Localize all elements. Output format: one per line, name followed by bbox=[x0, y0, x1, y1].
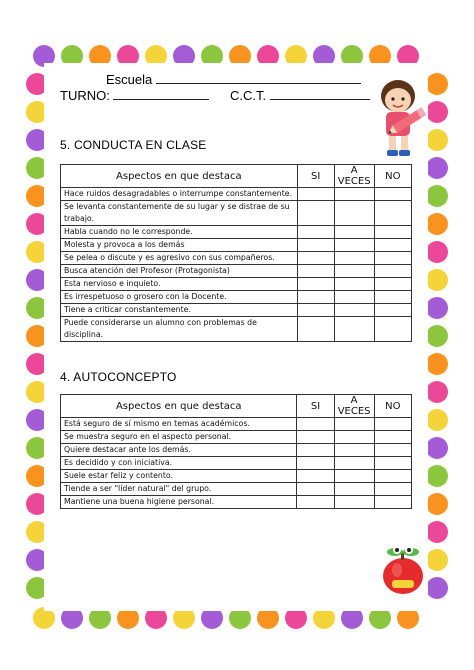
answer-cell-a-veces[interactable] bbox=[334, 444, 374, 457]
aspect-text: Se levanta constantemente de su lugar y se distrae de su trabajo. bbox=[61, 201, 298, 226]
border-dot bbox=[426, 521, 448, 543]
escuela-label: Escuela bbox=[106, 72, 153, 87]
turno-label: TURNO: bbox=[60, 88, 110, 103]
answer-cell-no[interactable] bbox=[374, 252, 411, 265]
table-row bbox=[61, 418, 412, 431]
turno-blank-line[interactable] bbox=[113, 89, 209, 100]
answer-cell-no[interactable] bbox=[374, 226, 411, 239]
aspect-text: Molesta y provoca a los demás bbox=[61, 239, 298, 252]
border-dot bbox=[426, 241, 448, 263]
section-conducta-title: 5. CONDUCTA EN CLASE bbox=[60, 138, 207, 152]
border-dot bbox=[426, 325, 448, 347]
answer-cell-no[interactable] bbox=[374, 188, 411, 201]
answer-cell-si[interactable] bbox=[297, 444, 334, 457]
border-dot bbox=[426, 213, 448, 235]
border-dot bbox=[426, 549, 448, 571]
answer-cell-si[interactable] bbox=[297, 418, 334, 431]
aspect-text: Tiende a ser "líder natural" del grupo. bbox=[61, 483, 297, 496]
table-row bbox=[61, 496, 412, 509]
answer-cell-no[interactable] bbox=[374, 483, 411, 496]
answer-cell-si[interactable] bbox=[297, 188, 334, 201]
cct-field bbox=[230, 88, 370, 103]
cct-label: C.C.T. bbox=[230, 88, 267, 103]
aspect-text: Se pelea o discute y es agresivo con sus compañeros. bbox=[61, 252, 298, 265]
answer-cell-a-veces[interactable] bbox=[334, 431, 374, 444]
border-dot bbox=[426, 353, 448, 375]
aspect-text: Mantiene una buena higiene personal. bbox=[61, 496, 297, 509]
answer-cell-a-veces[interactable] bbox=[334, 201, 374, 226]
answer-cell-no[interactable] bbox=[374, 431, 411, 444]
column-header-a-veces: A VECES bbox=[334, 165, 374, 188]
answer-cell-a-veces[interactable] bbox=[334, 265, 374, 278]
answer-cell-no[interactable] bbox=[374, 457, 411, 470]
answer-cell-a-veces[interactable] bbox=[334, 291, 374, 304]
aspect-text: Suele estar feliz y contento. bbox=[61, 470, 297, 483]
aspect-text: Busca atención del Profesor (Protagonista) bbox=[61, 265, 298, 278]
border-dot bbox=[426, 297, 448, 319]
conducta-table bbox=[60, 164, 412, 342]
aspect-text: Está seguro de sí mismo en temas académicos. bbox=[61, 418, 297, 431]
answer-cell-si[interactable] bbox=[297, 496, 334, 509]
answer-cell-a-veces[interactable] bbox=[334, 496, 374, 509]
aspect-text: Se muestra seguro en el aspecto personal. bbox=[61, 431, 297, 444]
answer-cell-si[interactable] bbox=[297, 278, 334, 291]
answer-cell-si[interactable] bbox=[297, 239, 334, 252]
border-dot bbox=[426, 409, 448, 431]
column-header-a-veces: A VECES bbox=[334, 395, 374, 418]
answer-cell-si[interactable] bbox=[297, 291, 334, 304]
answer-cell-si[interactable] bbox=[297, 431, 334, 444]
answer-cell-no[interactable] bbox=[374, 265, 411, 278]
escuela-field bbox=[106, 72, 361, 87]
section-autoconcepto-title: 4. AUTOCONCEPTO bbox=[60, 370, 177, 384]
aspect-text: Es irrespetuoso o grosero con la Docente. bbox=[61, 291, 298, 304]
answer-cell-a-veces[interactable] bbox=[334, 483, 374, 496]
border-dot bbox=[426, 493, 448, 515]
border-dot bbox=[426, 577, 448, 599]
border-dot bbox=[426, 269, 448, 291]
table-row bbox=[61, 188, 412, 201]
column-header-no: NO bbox=[374, 395, 411, 418]
answer-cell-si[interactable] bbox=[297, 317, 334, 342]
answer-cell-si[interactable] bbox=[297, 483, 334, 496]
column-header-aspectos: Aspectos en que destaca bbox=[61, 165, 298, 188]
column-header-no: NO bbox=[374, 165, 411, 188]
table-row bbox=[61, 304, 412, 317]
autoconcepto-table bbox=[60, 394, 412, 509]
answer-cell-a-veces[interactable] bbox=[334, 304, 374, 317]
table-row bbox=[61, 265, 412, 278]
answer-cell-si[interactable] bbox=[297, 304, 334, 317]
answer-cell-a-veces[interactable] bbox=[334, 457, 374, 470]
student-with-pencil-illustration bbox=[372, 74, 432, 162]
answer-cell-si[interactable] bbox=[297, 457, 334, 470]
table-row bbox=[61, 252, 412, 265]
aspect-text: Es decidido y con iniciativa. bbox=[61, 457, 297, 470]
answer-cell-a-veces[interactable] bbox=[334, 188, 374, 201]
apple-logo-illustration bbox=[378, 540, 428, 598]
table-row bbox=[61, 431, 412, 444]
table-row bbox=[61, 239, 412, 252]
aspect-text: Hace ruidos desagradables o interrumpe constantemente. bbox=[61, 188, 298, 201]
table-row bbox=[61, 226, 412, 239]
answer-cell-no[interactable] bbox=[374, 418, 411, 431]
aspect-text: Esta nervioso e inquieto. bbox=[61, 278, 298, 291]
answer-cell-no[interactable] bbox=[374, 278, 411, 291]
answer-cell-a-veces[interactable] bbox=[334, 317, 374, 342]
cct-blank-line[interactable] bbox=[270, 89, 370, 100]
answer-cell-a-veces[interactable] bbox=[334, 239, 374, 252]
answer-cell-a-veces[interactable] bbox=[334, 470, 374, 483]
answer-cell-no[interactable] bbox=[374, 496, 411, 509]
table-header-row bbox=[61, 395, 412, 418]
table-row bbox=[61, 201, 412, 226]
answer-cell-si[interactable] bbox=[297, 226, 334, 239]
column-header-aspectos: Aspectos en que destaca bbox=[61, 395, 297, 418]
border-dot bbox=[426, 465, 448, 487]
table-row bbox=[61, 483, 412, 496]
border-dot bbox=[426, 381, 448, 403]
answer-cell-a-veces[interactable] bbox=[334, 226, 374, 239]
table-row bbox=[61, 470, 412, 483]
answer-cell-no[interactable] bbox=[374, 304, 411, 317]
column-header-si: SI bbox=[297, 165, 334, 188]
answer-cell-si[interactable] bbox=[297, 252, 334, 265]
answer-cell-si[interactable] bbox=[297, 201, 334, 226]
table-row bbox=[61, 291, 412, 304]
aspect-text: Puede considerarse un alumno con problemas de disciplina. bbox=[61, 317, 298, 342]
answer-cell-no[interactable] bbox=[374, 239, 411, 252]
answer-cell-no[interactable] bbox=[374, 291, 411, 304]
table-row bbox=[61, 457, 412, 470]
answer-cell-no[interactable] bbox=[374, 470, 411, 483]
turno-field bbox=[60, 88, 209, 103]
answer-cell-si[interactable] bbox=[297, 265, 334, 278]
answer-cell-si[interactable] bbox=[297, 470, 334, 483]
border-dot bbox=[426, 437, 448, 459]
answer-cell-a-veces[interactable] bbox=[334, 252, 374, 265]
aspect-text: Tiene a criticar constantemente. bbox=[61, 304, 298, 317]
answer-cell-no[interactable] bbox=[374, 201, 411, 226]
answer-cell-no[interactable] bbox=[374, 444, 411, 457]
table-header-row bbox=[61, 165, 412, 188]
aspect-text: Habla cuando no le corresponde. bbox=[61, 226, 298, 239]
column-header-si: SI bbox=[297, 395, 334, 418]
table-row bbox=[61, 444, 412, 457]
table-row bbox=[61, 317, 412, 342]
border-dot bbox=[426, 185, 448, 207]
aspect-text: Quiere destacar ante los demás. bbox=[61, 444, 297, 457]
answer-cell-a-veces[interactable] bbox=[334, 418, 374, 431]
answer-cell-no[interactable] bbox=[374, 317, 411, 342]
table-row bbox=[61, 278, 412, 291]
answer-cell-a-veces[interactable] bbox=[334, 278, 374, 291]
escuela-blank-line[interactable] bbox=[156, 73, 361, 84]
